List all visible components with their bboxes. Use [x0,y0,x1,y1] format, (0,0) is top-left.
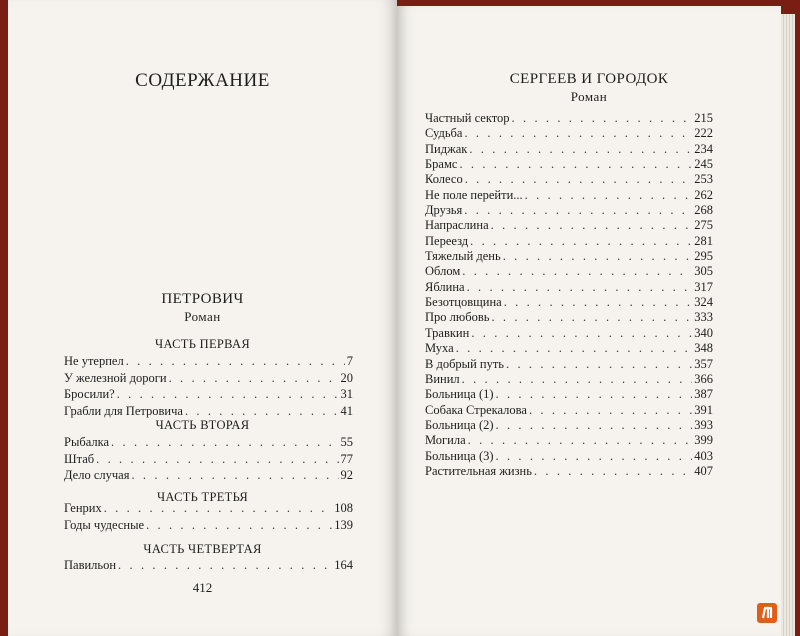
toc-entry [64,370,353,387]
toc-entry-page: 7 [346,354,353,368]
toc-entry [425,326,713,341]
leader-dots [185,403,339,420]
toc-entry-page: 108 [334,501,353,515]
leader-dots [96,451,338,468]
leader-dots [118,557,332,574]
toc-list-part-2 [64,434,353,484]
toc-entry [425,264,713,279]
leader-dots [104,500,333,517]
toc-entry-page: 245 [694,157,713,172]
toc-entry-title: Муха [425,341,454,356]
toc-entry-page: 340 [694,325,713,340]
part-title: ЧАСТЬ ВТОРАЯ [155,418,250,432]
toc-entry-title: У железной дороги [64,370,167,385]
page-number: 412 [192,580,213,595]
leader-dots [111,434,338,451]
leader-dots [169,370,339,387]
toc-entry [425,126,713,141]
leader-dots [468,433,693,448]
toc-entry-page: 333 [694,310,713,325]
toc-entry [425,295,713,310]
toc-entry [425,280,713,295]
work-title: СЕРГЕЕВ И ГОРОДОК [509,71,669,87]
toc-entry [64,353,353,370]
work-subtitle: Роман [184,309,221,324]
toc-entry [425,249,713,264]
toc-entry-page: 305 [694,264,713,279]
toc-entry-page: 357 [694,356,713,371]
toc-entry-title: В добрый путь [425,356,504,371]
leader-dots [146,517,332,534]
toc-entry-page: 366 [694,371,713,386]
leader-dots [126,353,345,370]
toc-entry-page: 348 [694,341,713,356]
toc-entry [425,188,713,203]
toc-entry [425,172,713,187]
toc-entry-page: 275 [694,218,713,233]
leader-dots [504,295,693,310]
toc-entry-page: 234 [694,141,713,156]
leader-dots [459,157,692,172]
toc-entry-page: 391 [694,402,713,417]
toc-entry-page: 215 [694,111,713,125]
toc-entry [64,386,353,403]
leader-dots [496,387,693,402]
toc-entry [425,418,713,433]
toc-entry-title: Частный сектор [425,111,510,125]
toc-entry [425,234,713,249]
toc-entry-title: Друзья [425,203,463,218]
toc-entry-page: 403 [694,448,713,463]
toc-entry-page: 399 [694,433,713,448]
toc-entry [425,310,713,325]
toc-entry [425,403,713,418]
part-title: ЧАСТЬ ТРЕТЬЯ [156,490,249,504]
toc-entry [425,433,713,448]
leader-dots [469,142,692,157]
toc-entry-page: 393 [694,417,713,432]
leader-dots [525,188,693,203]
leader-dots [534,464,692,479]
toc-entry-title: Пиджак [425,141,468,156]
toc-entry-page: 407 [694,463,713,478]
toc-entry-title: Больница (3) [425,448,494,463]
toc-entry-page: 387 [694,387,713,402]
leader-dots [512,111,693,126]
toc-entry-title: Не утерпел [64,354,124,368]
leader-dots [464,203,692,218]
toc-entry-title: Больница (2) [425,417,494,432]
leader-dots [131,467,338,484]
leader-dots [503,249,693,264]
toc-entry-title: Грабли для Петровича [64,403,183,418]
toc-entry [425,372,713,387]
toc-list-part-1 [64,353,353,419]
toc-entry-title: Дело случая [64,468,130,482]
toc-entry-title: Брамс [425,157,458,172]
toc-entry-title: Колесо [425,172,463,187]
toc-entry-page: 41 [340,403,353,418]
toc-entry-page: 324 [694,295,713,310]
toc-entry-page: 31 [340,387,353,401]
toc-entry-page: 262 [694,187,713,202]
leader-dots [471,326,692,341]
toc-entry [425,218,713,233]
toc-entry [425,142,713,157]
leader-dots [496,418,693,433]
toc-entry-page: 139 [334,517,353,532]
leader-dots [465,172,693,187]
toc-entry [425,203,713,218]
toc-entry-page: 253 [694,172,713,187]
toc-entry [64,517,353,534]
part-title: ЧАСТЬ ЧЕТВЕРТАЯ [143,542,262,556]
toc-entry-title: Яблина [425,279,465,294]
leader-dots [496,449,693,464]
toc-entry-page: 281 [694,233,713,248]
toc-entry-title: Напраслина [425,218,489,233]
leader-dots [506,357,692,372]
toc-entry [425,341,713,356]
toc-entry [425,157,713,172]
toc-list-part-3 [64,500,353,533]
toc-entry-page: 222 [694,126,713,141]
part-title: ЧАСТЬ ПЕРВАЯ [155,337,250,351]
leader-dots [467,280,693,295]
toc-entry-page: 92 [340,468,353,482]
right-page [397,6,781,636]
toc-entry-title: Могила [425,433,466,448]
toc-entry-title: Больница (1) [425,387,494,402]
toc-entry-title: Бросили? [64,387,115,401]
leader-dots [529,403,692,418]
toc-entry-title: Про любовь [425,310,490,325]
leader-dots [462,372,693,387]
toc-list-part-4 [64,557,353,574]
toc-entry [64,451,353,468]
toc-entry [425,387,713,402]
leader-dots [470,234,692,249]
toc-entry-title: Не поле перейти... [425,187,523,202]
toc-entry-title: Собака Стрекалова [425,402,527,417]
toc-entry-title: Безотцовщина [425,295,502,310]
toc-entry-title: Штаб [64,451,95,466]
toc-entry-title: Годы чудесные [64,517,145,532]
leader-dots [117,386,339,403]
toc-entry-page: 77 [340,451,353,466]
toc-entry-page: 55 [340,435,353,449]
page-edges [781,14,795,636]
contents-title: СОДЕРЖАНИЕ [135,70,270,91]
toc-entry-title: Павильон [64,558,117,572]
toc-entry [64,557,353,574]
work-title: ПЕТРОВИЧ [161,291,244,307]
leader-dots [464,126,692,141]
toc-entry [425,449,713,464]
toc-entry-title: Винил [425,371,460,386]
leader-dots [456,341,693,356]
toc-entry-title: Переезд [425,233,469,248]
toc-entry [425,357,713,372]
toc-entry-title: Травкин [425,325,470,340]
toc-entry-title: Генрих [64,501,102,515]
toc-entry-page: 268 [694,203,713,218]
toc-list-sergeev [425,111,713,479]
leader-dots [462,264,692,279]
toc-entry-page: 20 [340,370,353,385]
toc-entry [64,500,353,517]
toc-entry [425,464,713,479]
toc-entry-page: 317 [694,279,713,294]
leader-dots [491,218,693,233]
toc-entry-page: 295 [694,249,713,264]
toc-entry [64,434,353,451]
toc-entry [64,467,353,484]
toc-entry [425,111,713,126]
left-page [8,0,397,636]
toc-entry-title: Рыбалка [64,435,110,449]
labirint-logo-icon [757,603,777,623]
toc-entry-title: Облом [425,264,461,279]
toc-entry-page: 164 [334,558,353,572]
toc-entry-title: Судьба [425,126,463,141]
logo-glyph [757,603,777,623]
work-subtitle: Роман [570,89,608,104]
toc-entry-title: Растительная жизнь [425,463,532,478]
leader-dots [491,310,692,325]
toc-entry [64,403,353,420]
toc-entry-title: Тяжелый день [425,249,501,264]
